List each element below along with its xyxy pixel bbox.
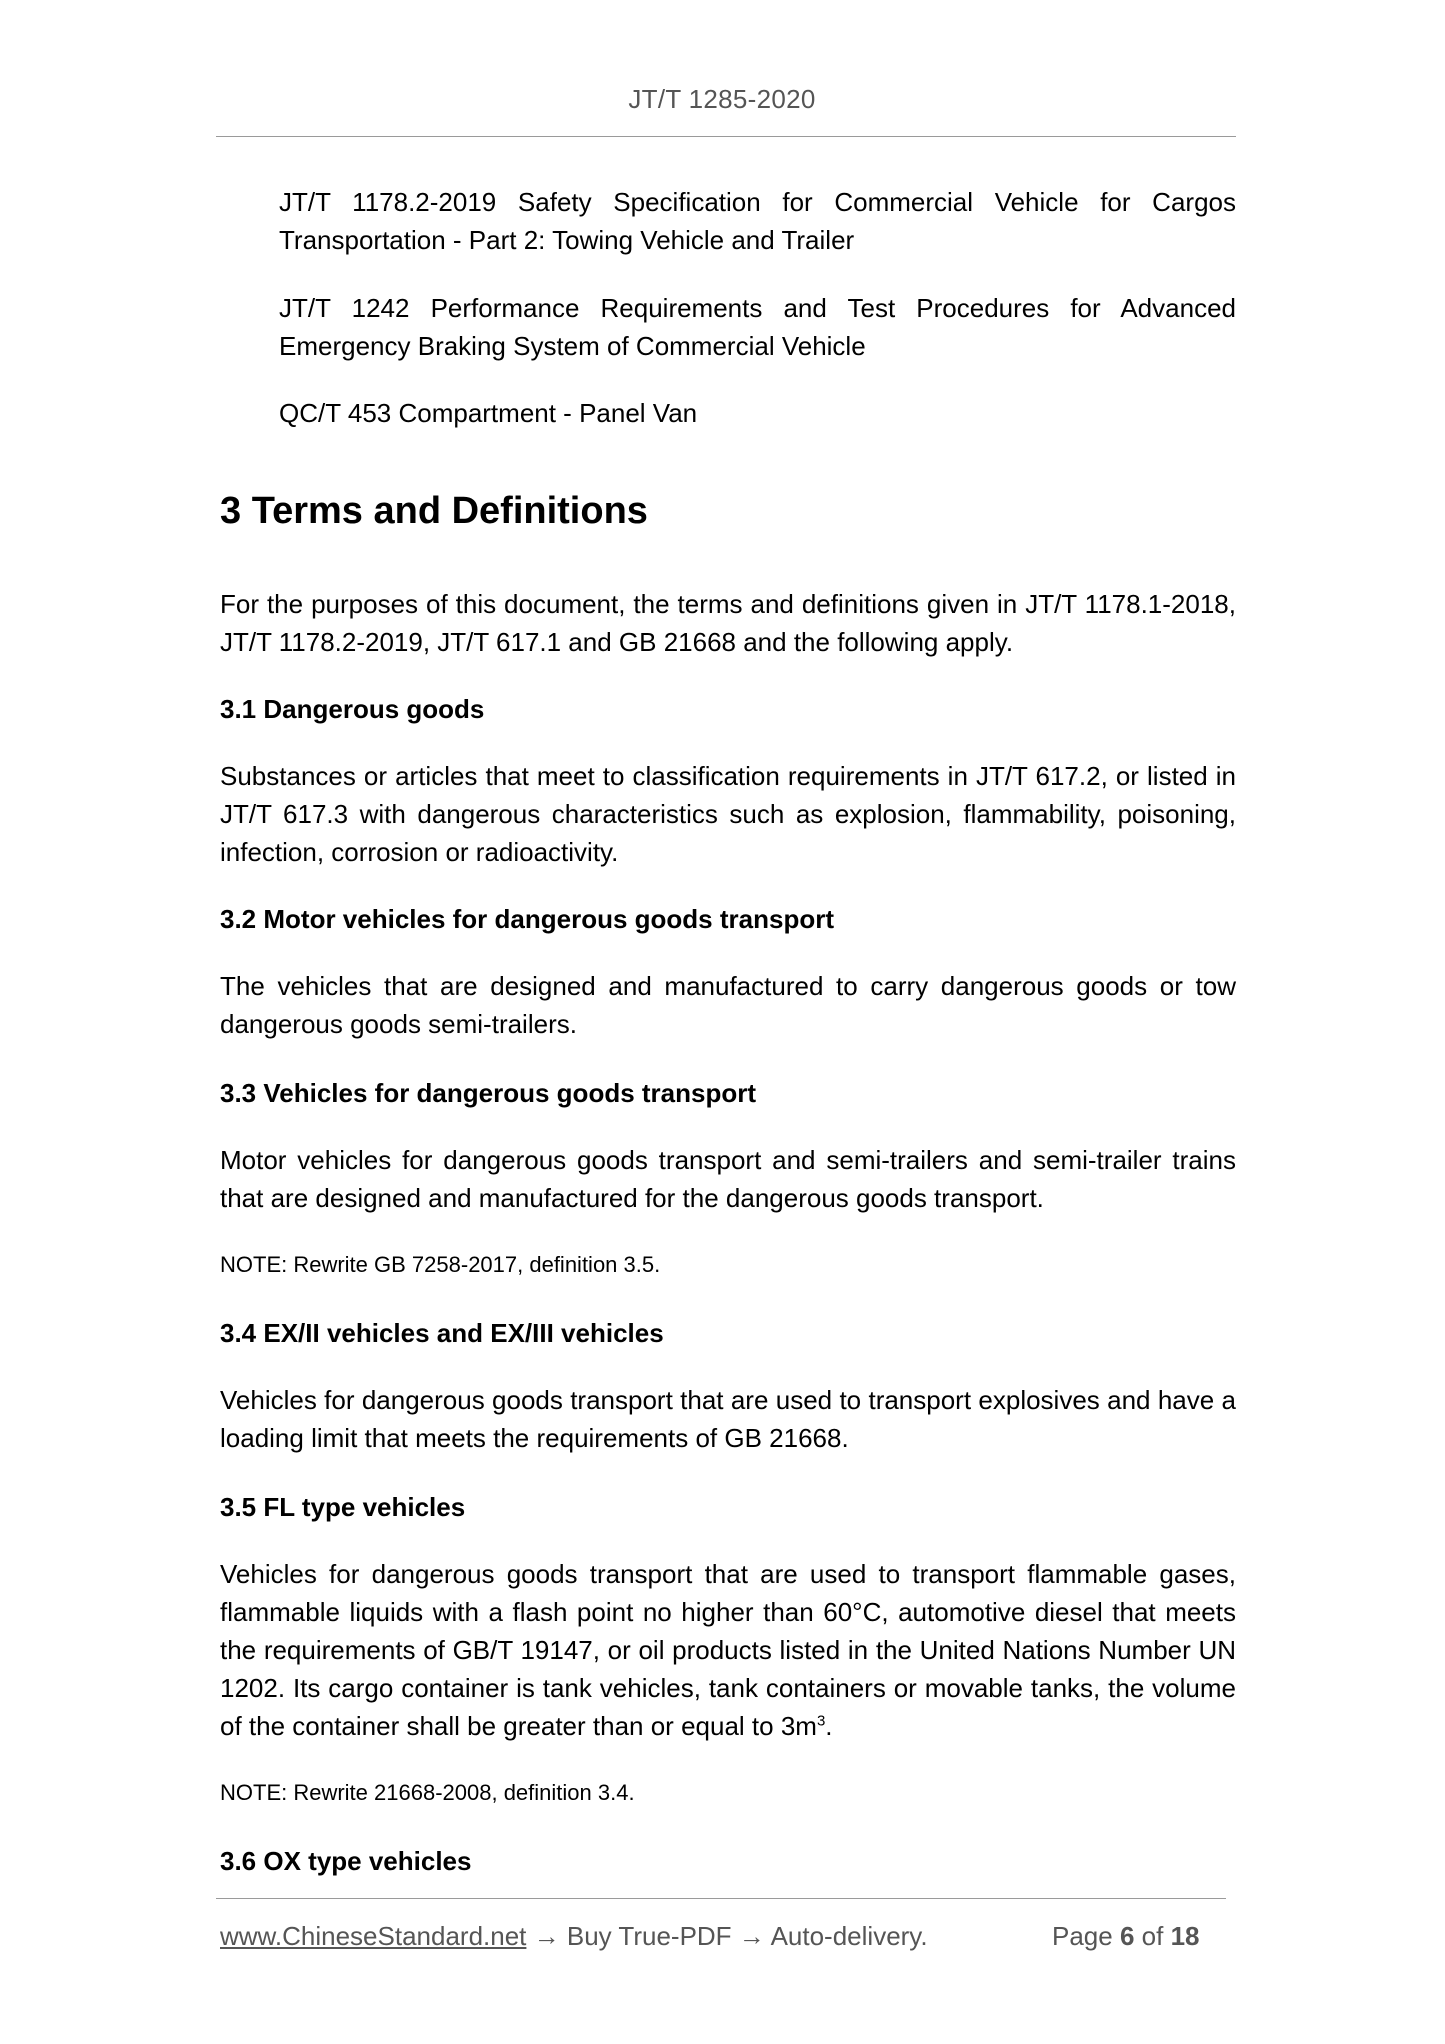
term-heading: 3.2 Motor vehicles for dangerous goods transport <box>220 904 834 934</box>
term-heading: 3.5 FL type vehicles <box>220 1492 466 1522</box>
term-heading: 3.1 Dangerous goods <box>220 694 485 724</box>
term-definition <box>220 1555 1236 1745</box>
page-of-label: of <box>1141 1921 1164 1951</box>
footer-tagline: → Buy True-PDF → Auto-delivery. <box>526 1921 928 1951</box>
term-heading: 3.4 EX/II vehicles and EX/III vehicles <box>220 1318 664 1348</box>
header-divider <box>216 136 1236 137</box>
page-total: 18 <box>1170 1921 1200 1951</box>
section-intro: For the purposes of this document, the terms and definitions given in JT/T 1178.1-2018, JT/T 1178.2-2019, JT/T 617.1 and GB 21668 and the following apply. <box>220 589 1236 657</box>
term-definition: The vehicles that are designed and manufactured to carry dangerous goods or tow dangerous goods semi-trailers. <box>220 971 1236 1039</box>
page-current: 6 <box>1119 1921 1135 1951</box>
term-definition: Substances or articles that meet to classification requirements in JT/T 617.2, or listed in JT/T 617.3 with dangerous characteristics such as explosion, flammability, poisoning, infection, corrosion or radioactivity. <box>220 761 1236 867</box>
term-definition: Vehicles for dangerous goods transport that are used to transport explosives and have a loading limit that meets the requirements of GB 21668. <box>220 1385 1236 1453</box>
term-heading: 3.3 Vehicles for dangerous goods transport <box>220 1078 757 1108</box>
page-label: Page <box>1052 1921 1113 1951</box>
reference-item: JT/T 1178.2-2019 Safety Specification for Commercial Vehicle for Cargos Transportation - Part 2: Towing Vehicle and Trailer <box>279 187 1236 255</box>
section-title: 3 Terms and Definitions <box>220 490 648 532</box>
term-definition-text: Vehicles for dangerous goods transport that are used to transport flammable gases, flammable liquids with a flash point no higher than 60°C, automotive diesel that meets the requirements of GB/T 19147, or oil products listed in the United Nations Number UN 1202. Its cargo container is tank vehicles, tank containers or movable tanks, the volume of the container shall be greater than or equal to 3m <box>220 1559 1236 1741</box>
website-link[interactable]: www.ChineseStandard.net <box>220 1921 527 1951</box>
term-definition: Motor vehicles for dangerous goods transport and semi-trailers and semi-trailer trains that are designed and manufactured for the dangerous goods transport. <box>220 1145 1236 1213</box>
reference-item: QC/T 453 Compartment - Panel Van <box>279 398 698 428</box>
document-code-header: JT/T 1285-2020 <box>628 84 816 114</box>
footer-divider <box>216 1898 1226 1899</box>
reference-item: JT/T 1242 Performance Requirements and Test Procedures for Advanced Emergency Braking System of Commercial Vehicle <box>279 293 1236 361</box>
term-definition-end: . <box>825 1711 833 1741</box>
term-note: NOTE: Rewrite GB 7258-2017, definition 3.5. <box>220 1252 661 1277</box>
superscript-exponent: 3 <box>816 1712 826 1730</box>
page-indicator <box>1052 1918 1200 1954</box>
term-heading: 3.6 OX type vehicles <box>220 1846 472 1876</box>
term-note: NOTE: Rewrite 21668-2008, definition 3.4. <box>220 1780 635 1805</box>
footer-promo <box>220 1918 928 1954</box>
